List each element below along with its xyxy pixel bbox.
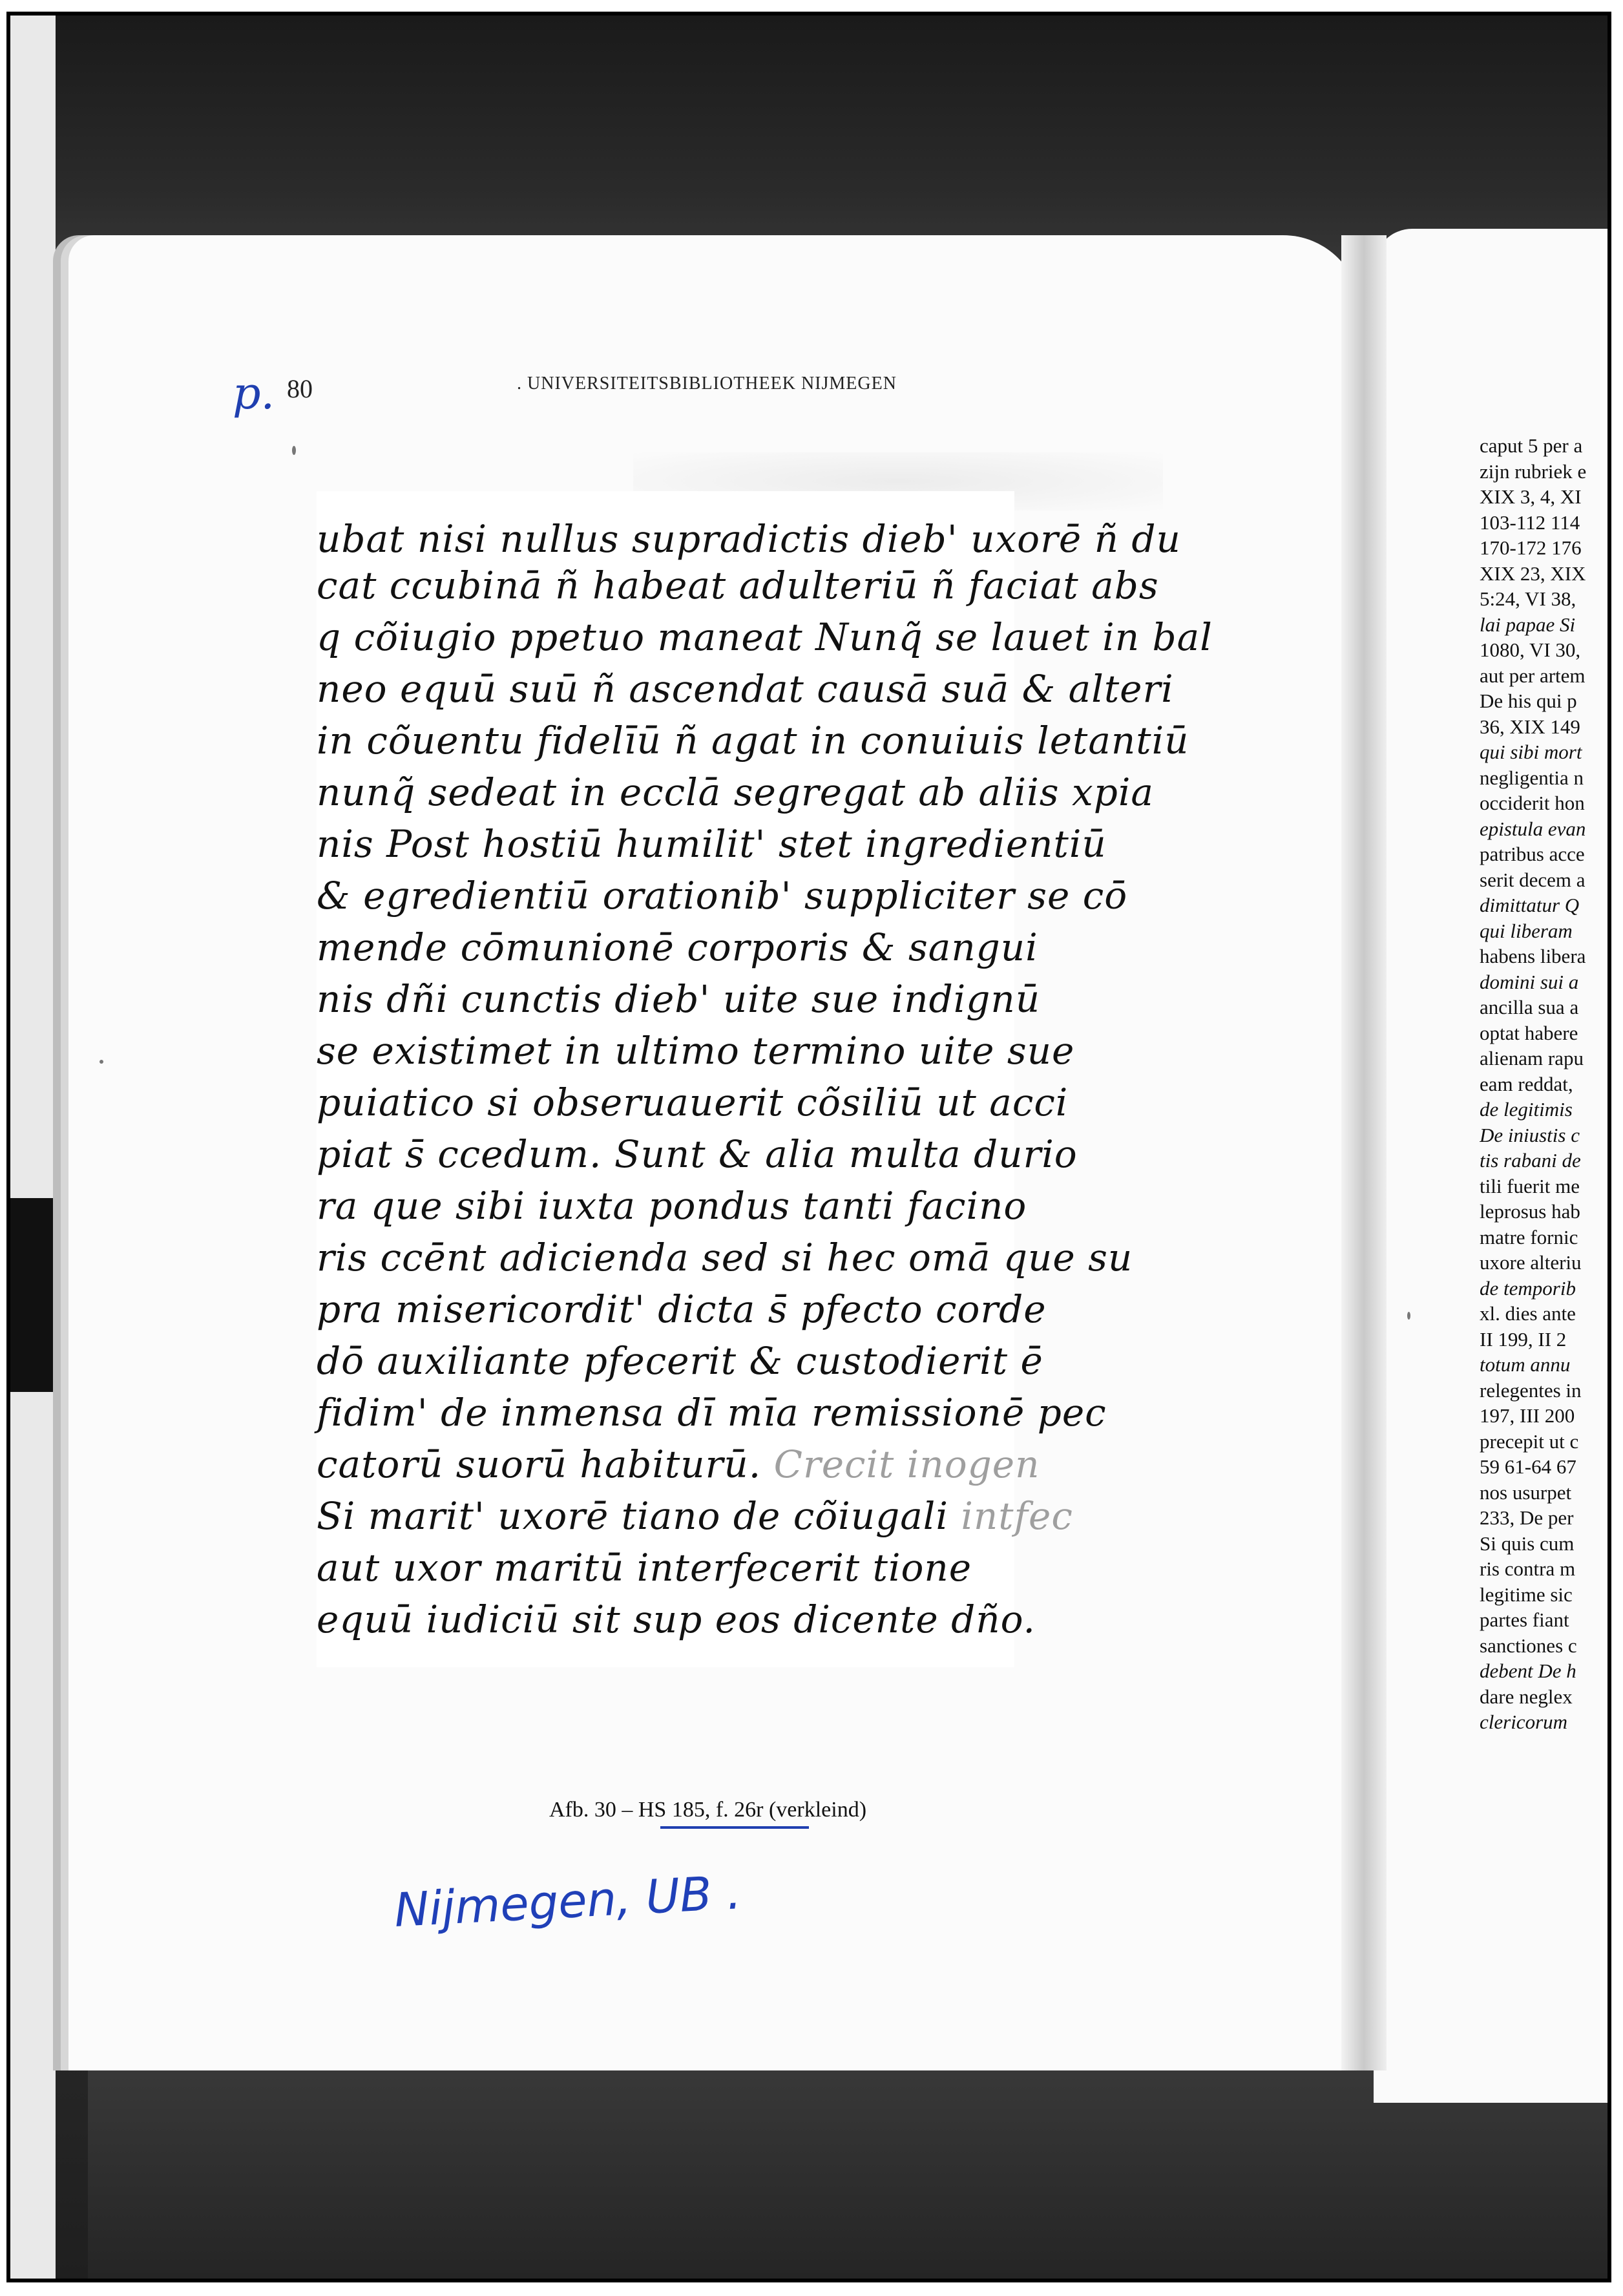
manuscript-line: nis Post hostiū humilit' stet ingredientiū [317,822,1107,866]
dust-speck [1407,1312,1410,1320]
side-text-line: matre fornic [1480,1225,1578,1248]
side-text-line: relegentes in [1480,1378,1582,1402]
dust-speck [292,446,296,455]
book-edge-left [10,16,56,2279]
side-text-line: 103-112 114 [1480,511,1580,534]
manuscript-line: piat s̄ ccedum. Sunt & alia multa durio [317,1132,1078,1176]
side-text-line: eam reddat, [1480,1072,1573,1095]
side-text-line: ancilla sua a [1480,996,1579,1018]
side-text-line: zijn rubriek e [1480,459,1587,483]
manuscript-line: cat ccubinā ñ habeat adulteriū ñ faciat abs [317,563,1159,607]
side-text-line: XIX 3, 4, XI [1480,485,1582,508]
page-number: 80 [287,374,313,403]
manuscript-line: nis dñi cunctis dieb' uite sue indignū [317,977,1041,1021]
side-text-line: serit decem a [1480,868,1586,891]
manuscript-line: & egredientiū orationib' suppliciter se cō [317,874,1128,918]
manuscript-line: q cõiugio ppetuo maneat Nunq̃ se lauet in bal [317,615,1213,659]
side-text-line: tis rabani de [1480,1149,1581,1172]
margin-mark: p. [233,368,275,419]
side-text-line: 36, XIX 149 [1480,715,1580,738]
side-text-line: debent De h [1480,1659,1576,1682]
manuscript-line: catorū suorū habiturū. Crecit inogen [317,1442,1040,1486]
side-text-line: ris contra m [1480,1557,1576,1580]
side-text-line: dare neglex [1480,1685,1573,1708]
manuscript-line: in cõuentu fidelīū ñ agat in conuiuis letantiū [317,719,1189,763]
side-text-line: patribus acce [1480,843,1585,865]
side-text-line: XIX 23, XIX [1480,562,1586,585]
side-text-line: tili fuerit me [1480,1174,1580,1197]
faded-rubric: Crecit inogen [761,1442,1040,1486]
side-text-line: 170-172 176 [1480,536,1582,559]
manuscript-line: nunq̃ sedeat in ecclā segregat ab aliis xpia [317,770,1154,814]
side-text-line: sanctiones c [1480,1634,1577,1657]
side-text-line: occiderit hon [1480,792,1585,814]
side-text-line: leprosus hab [1480,1200,1580,1223]
side-text-line: 197, III 200 [1480,1404,1575,1427]
side-text-line: domini sui a [1480,970,1579,993]
side-text-line: 59 61-64 67 [1480,1455,1576,1478]
figure-caption: Afb. 30 – HS 185, f. 26r (verkleind) [549,1798,867,1822]
side-text-line: Si quis cum [1480,1532,1575,1555]
manuscript-line: equū iudiciū sit sup eos dicente dño. [317,1597,1036,1641]
manuscript-line: neo equū suū ñ ascendat causā suā & alteri [317,667,1174,711]
side-text-line: epistula evan [1480,817,1586,840]
book-edge-shadow [10,1198,56,1392]
side-text-line: aut per artem [1480,664,1586,687]
manuscript-image [317,491,1213,1667]
manuscript-line: ra que sibi iuxta pondus tanti facino [317,1184,1027,1228]
side-text-line: 233, De per [1480,1506,1574,1529]
manuscript-line: pra misericordit' dicta s̄ pfecto corde [317,1287,1047,1331]
side-text-line: de legitimis [1480,1098,1573,1121]
side-text-line: clericorum [1480,1711,1568,1733]
side-text-line: caput 5 per a [1480,434,1583,457]
side-text-line: qui sibi mort [1480,741,1582,763]
manuscript-line: Si marit' uxorē tiano de cõiugali intfec [317,1494,1073,1538]
manuscript-line: ris ccēnt adicienda sed si hec omā que su [317,1236,1133,1280]
side-text-line: partes fiant [1480,1608,1569,1631]
dust-speck [99,1060,103,1064]
side-text-line: totum annu [1480,1353,1571,1376]
manuscript-line: ubat nisi nullus supradictis dieb' uxorē ñ du [317,517,1181,561]
side-text-line: alienam rapu [1480,1047,1584,1069]
side-text-line: 1080, VI 30, [1480,638,1581,661]
manuscript-line: se existimet in ultimo termino uite sue [317,1029,1075,1073]
side-text-line: de temporib [1480,1276,1576,1300]
side-text-line: nos usurpet [1480,1480,1572,1504]
right-page-text [1480,433,1615,1735]
book-gutter [1341,235,1387,2070]
handwritten-note: Nijmegen, UB . [393,1864,743,1938]
side-text-line: De his qui p [1480,690,1577,712]
running-header-title: . UNIVERSITEITSBIBLIOTHEEK NIJMEGEN [517,374,897,394]
side-text-line: negligentia n [1480,766,1584,789]
side-text-line: II 199, II 2 [1480,1327,1567,1351]
side-text-line: xl. dies ante [1480,1302,1576,1325]
manuscript-line: mende cōmunionē corporis & sangui [317,925,1038,969]
manuscript-line: dō auxiliante pfecerit & custodierit ē [317,1339,1043,1383]
side-text-line: dimittatur Q [1480,894,1580,916]
side-text-line: precepit ut c [1480,1429,1579,1453]
side-text-line: 5:24, VI 38, [1480,587,1576,610]
side-text-line: habens libera [1480,945,1586,967]
side-text-line: qui liberam [1480,919,1573,942]
faded-rubric: intfec [948,1494,1073,1538]
side-text-line: legitime sic [1480,1583,1573,1606]
side-text-line: optat habere [1480,1021,1578,1044]
manuscript-line: puiatico si obseruauerit cõsiliū ut acci [317,1080,1069,1124]
side-text-line: lai papae Si [1480,613,1576,636]
caption-underline-mark [660,1826,809,1829]
side-text-line: uxore alteriu [1480,1251,1582,1274]
side-text-line: De iniustis c [1480,1123,1580,1146]
manuscript-line: aut uxor maritū interfecerit tione [317,1546,972,1590]
manuscript-line: fidim' de inmensa dī mīa remissionē pec [317,1391,1107,1435]
